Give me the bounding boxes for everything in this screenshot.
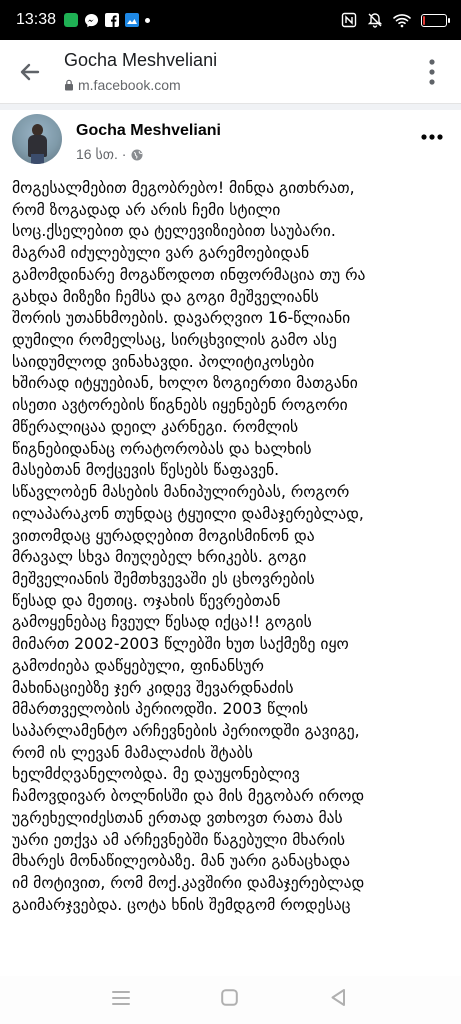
post-text-line: ილაპარაკონ თუნდაც ტყუილი დამაჯერებლად, xyxy=(12,504,364,523)
post-options-icon[interactable] xyxy=(421,134,443,140)
avatar[interactable] xyxy=(12,114,62,164)
url-text: m.facebook.com xyxy=(78,77,181,93)
post-text-line: მრავალ სხვა მიუღებელ ხრიკებს. გოგი xyxy=(12,548,307,567)
status-time: 13:38 xyxy=(16,11,57,28)
post-text-line: მხარეს მონაწილეობაზე. მან უარი განაცხადა xyxy=(12,852,351,871)
post-text-line: უგრეხელიძესთან ერთად ვთხოვთ რათა მას xyxy=(12,808,343,827)
post-text-line: ჩამოვდივარ ბოლნისში და მის მეგობარ იროდ xyxy=(12,787,365,806)
home-icon[interactable] xyxy=(221,989,238,1006)
page-title: Gocha Meshveliani xyxy=(64,50,218,70)
post-text-line: ხელმძღვანელობდა. მე დაუყონებლივ xyxy=(12,765,300,784)
post-text-line: გამოყენებაც ჩვეულ წესად იქცა!! გოგის xyxy=(12,613,312,632)
recent-apps-icon[interactable] xyxy=(112,990,130,1006)
wifi-icon xyxy=(393,13,411,28)
post-text-line: სოც.ქსელებით და ტელევიზიებით საუბარი. xyxy=(12,222,336,241)
post-text-line: მეშველიანის შემთხვევაში ეს ცხოვრების xyxy=(12,569,315,588)
post-text-line: მახინაციებზე ჯერ კიდევ შევარდნაძის xyxy=(12,678,294,697)
post-text-line: დუმილი რომელსაც, სირცხვილის გამო ასე xyxy=(12,331,337,350)
post-text-line: მწერალიცაა დეილ კარნეგი. რომლის xyxy=(12,417,299,436)
status-bar xyxy=(0,0,461,40)
messages-app-icon xyxy=(64,13,78,27)
facebook-icon xyxy=(105,13,119,27)
post-text-line: იმ მოტივით, რომ მოქ.კავშირი დამაჯერებლად xyxy=(12,874,365,892)
page-url[interactable] xyxy=(64,77,181,93)
browser-top-bar xyxy=(0,40,461,104)
gallery-icon xyxy=(125,13,139,27)
post-text-line: გახდა მიზეზი ჩემსა და გოგი მეშველიანს xyxy=(12,287,319,306)
post-text-line: წესად და მეთიც. ოჯახის წევრებთან xyxy=(12,591,281,610)
lock-icon xyxy=(64,79,74,91)
navigation-bar xyxy=(0,976,461,1024)
post-text-line: შორის უთანხმოების. დავარღვიო 16-წლიანი xyxy=(12,309,351,328)
notification-icons xyxy=(64,13,150,28)
post-text-line: წიგნებიდანაც ორატორობას და ხალხის xyxy=(12,439,312,458)
dot-icon xyxy=(145,18,150,23)
post-header xyxy=(0,110,461,180)
post-text-line: რომ ის ლევან მამალაძის შტაბს xyxy=(12,743,253,762)
post-text-line: ხშირად იტყუებიან, ხოლო ზოგიერთი მათგანი xyxy=(12,374,358,393)
post-text-line: მოგესალმებით მეგობრებო! მინდა გითხრათ, xyxy=(12,179,355,197)
post-text xyxy=(12,178,452,978)
post-text-line: რომ ზოგადად არ არის ჩემი სტილი xyxy=(12,200,281,219)
post-text-line: მმართველობის პერიოდში. 2003 წლის xyxy=(12,700,309,719)
post-text-line: საპარლამენტო არჩევნების პერიოდში გავიგე, xyxy=(12,721,360,740)
globe-icon xyxy=(131,149,143,161)
post-text-line: სწავლობენ მასების მანიპულირებას, როგორ xyxy=(12,483,350,502)
post-text-line: მასებთან მოქცევის წესებს წაფავენ. xyxy=(12,461,280,480)
mute-icon xyxy=(367,12,383,28)
post-text-line: მიმართ 2002-2003 წლებში ხუთ საქმეზე იყო xyxy=(12,635,349,654)
author-name[interactable]: Gocha Meshveliani xyxy=(76,122,221,139)
post-text-line: უარი ეთქვა ამ არჩევნებში წაგებული მხარის xyxy=(12,830,346,849)
battery-level xyxy=(423,16,425,25)
messenger-icon xyxy=(84,13,99,28)
overflow-menu-icon[interactable] xyxy=(429,59,435,85)
battery-icon xyxy=(421,14,447,27)
post-text-line: ვითომდაც ყურადღებით მოგისმინონ და xyxy=(12,526,315,545)
post-meta xyxy=(76,146,143,163)
post-text-line: გამოძიება დაწყებული, ფინანსურ xyxy=(12,656,264,675)
post-text-line: ისეთი ავტორების წიგნებს იყენებენ როგორი xyxy=(12,396,348,415)
post-text-line: საიდუმლოდ ვინახავდი. პოლიტიკოსები xyxy=(12,352,315,371)
back-arrow-icon[interactable] xyxy=(18,60,42,84)
post-text-line: გამომდინარე მოგაწოდოთ ინფორმაცია თუ რა xyxy=(12,265,366,284)
post-text-line: მაგრამ იძულებული ვარ გარემოებიდან xyxy=(12,244,310,263)
back-triangle-icon[interactable] xyxy=(330,988,346,1007)
post-time[interactable]: 16 სთ. · xyxy=(76,146,127,162)
nfc-icon xyxy=(341,12,357,28)
system-icons xyxy=(341,12,447,28)
post-text-line: გაიმარჯვებდა. ცოტა ხნის შემდგომ როდესაც xyxy=(12,895,351,914)
